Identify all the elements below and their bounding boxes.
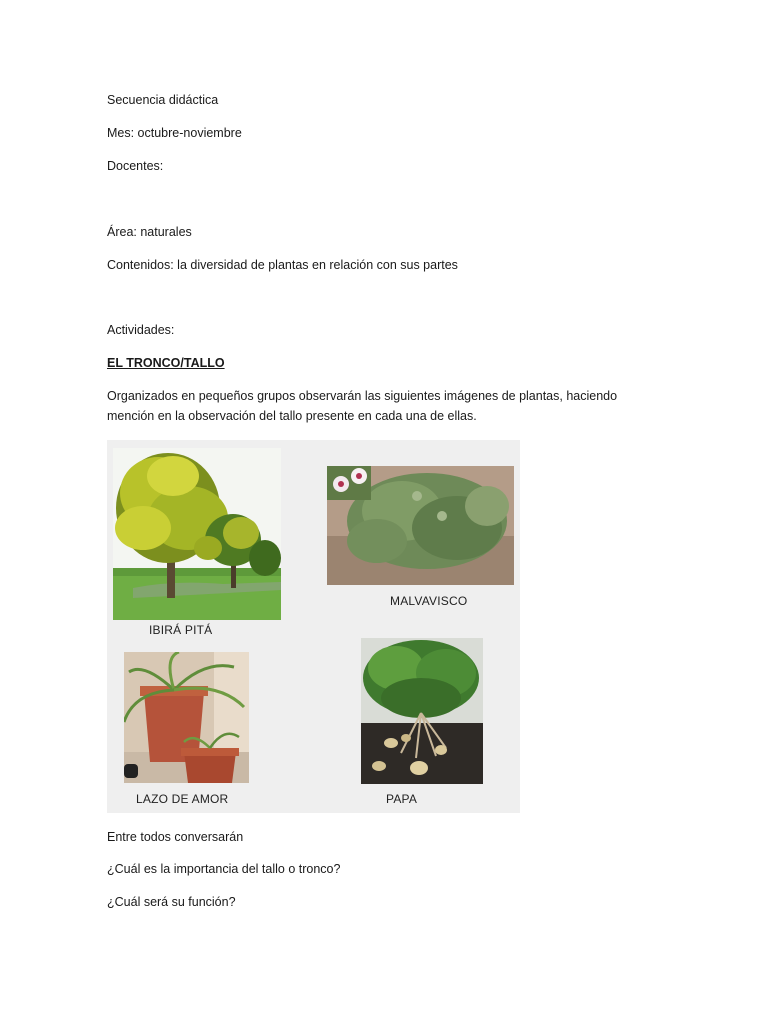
area-line: Área: naturales — [107, 225, 192, 239]
doc-title: Secuencia didáctica — [107, 93, 219, 107]
teachers-line: Docentes: — [107, 159, 164, 173]
malvavisco-photo — [327, 466, 514, 585]
ibira-pita-photo — [113, 448, 281, 620]
month-line: Mes: octubre-noviembre — [107, 126, 242, 140]
papa-photo — [361, 638, 483, 784]
caption-ibira-pita: IBIRÁ PITÁ — [149, 623, 213, 637]
question-1: ¿Cuál es la importancia del tallo o tronco? — [107, 862, 341, 876]
activities-label: Actividades: — [107, 323, 175, 337]
caption-malvavisco: MALVAVISCO — [390, 594, 468, 608]
lazo-de-amor-photo — [124, 652, 249, 783]
caption-lazo-de-amor: LAZO DE AMOR — [136, 792, 229, 806]
discussion-intro: Entre todos conversarán — [107, 830, 244, 844]
caption-papa: PAPA — [386, 792, 418, 806]
instructions-paragraph: Organizados en pequeños grupos observarán las siguientes imágenes de plantas, haciendo mención en la observación del tallo presente en cada una de ellas. — [107, 389, 618, 423]
contents-line: Contenidos: la diversidad de plantas en relación con sus partes — [107, 258, 458, 272]
plants-figure — [107, 440, 520, 813]
question-2: ¿Cuál será su función? — [107, 895, 236, 909]
section-heading: EL TRONCO/TALLO — [107, 356, 225, 370]
